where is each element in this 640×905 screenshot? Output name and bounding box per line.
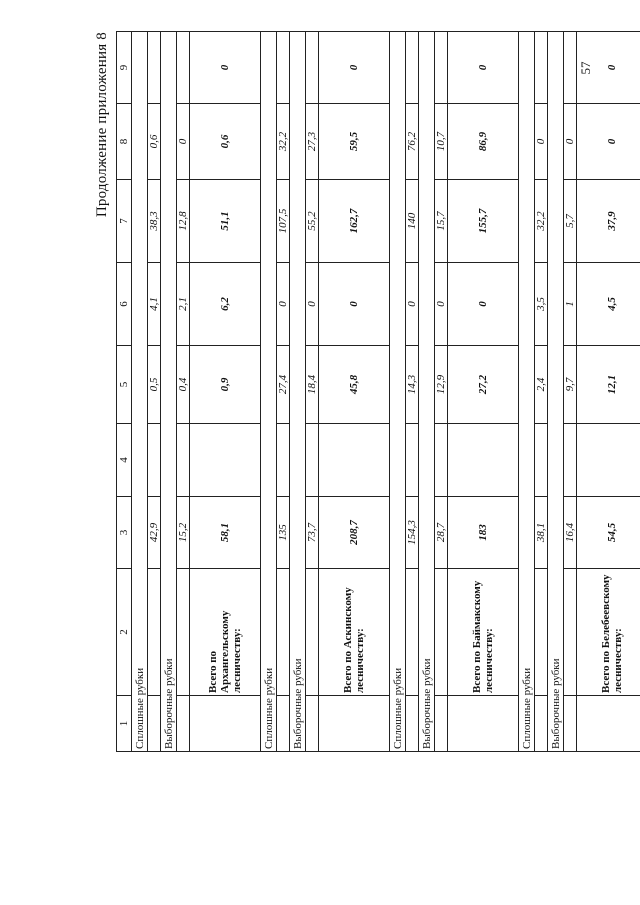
table-cell: 5,7 xyxy=(564,180,577,263)
column-number-row xyxy=(117,32,132,752)
table-cell: 76,2 xyxy=(406,104,419,180)
section-label: Сплошные рубки xyxy=(519,32,535,752)
table-cell xyxy=(277,569,290,696)
section-row xyxy=(290,32,306,752)
table-cell xyxy=(306,424,319,497)
values-row xyxy=(177,32,190,752)
total-value: 58,1 xyxy=(190,497,261,569)
total-label: Всего по Баймакскому лесничеству: xyxy=(448,569,519,696)
section-label: Выборочные рубки xyxy=(419,32,435,752)
total-value: 59,5 xyxy=(319,104,390,180)
total-value: 162,7 xyxy=(319,180,390,263)
section-row xyxy=(519,32,535,752)
total-value: 45,8 xyxy=(319,346,390,424)
table-cell xyxy=(535,696,548,752)
table-cell xyxy=(177,569,190,696)
table-cell: 0,4 xyxy=(177,346,190,424)
column-number: 6 xyxy=(117,263,132,346)
total-row xyxy=(190,32,261,752)
table-cell: 0 xyxy=(277,263,290,346)
table-cell: 4,1 xyxy=(148,263,161,346)
values-row xyxy=(535,32,548,752)
table-cell: 9,7 xyxy=(564,346,577,424)
section-row xyxy=(548,32,564,752)
total-value: 0 xyxy=(448,263,519,346)
rotated-page-content xyxy=(94,32,624,752)
total-value xyxy=(319,424,390,497)
table-cell: 0 xyxy=(435,263,448,346)
total-value: 0,9 xyxy=(190,346,261,424)
table-cell: 0 xyxy=(535,104,548,180)
total-value: 12,1 xyxy=(577,346,640,424)
total-value: 86,9 xyxy=(448,104,519,180)
total-value: 6,2 xyxy=(190,263,261,346)
total-value: 0 xyxy=(190,32,261,104)
data-table xyxy=(116,31,640,752)
table-cell: 10,7 xyxy=(435,104,448,180)
table-cell xyxy=(435,696,448,752)
table-cell xyxy=(535,569,548,696)
section-label: Выборочные рубки xyxy=(161,32,177,752)
section-row xyxy=(161,32,177,752)
table-cell xyxy=(435,32,448,104)
table-cell: 32,2 xyxy=(535,180,548,263)
total-row xyxy=(448,32,519,752)
total-value: 54,5 xyxy=(577,497,640,569)
total-value: 0 xyxy=(319,32,390,104)
table-cell: 3,5 xyxy=(535,263,548,346)
values-row xyxy=(277,32,290,752)
total-label: Всего по Архангельскому лесничеству: xyxy=(190,569,261,696)
table-cell xyxy=(148,32,161,104)
table-cell: 32,2 xyxy=(277,104,290,180)
total-value: 4,5 xyxy=(577,263,640,346)
table-cell: 0 xyxy=(564,104,577,180)
column-number: 1 xyxy=(117,696,132,752)
table-cell xyxy=(406,696,419,752)
table-cell xyxy=(535,32,548,104)
column-number: 5 xyxy=(117,346,132,424)
column-number: 8 xyxy=(117,104,132,180)
section-label: Выборочные рубки xyxy=(548,32,564,752)
section-row xyxy=(419,32,435,752)
section-label: Сплошные рубки xyxy=(261,32,277,752)
table-cell: 27,3 xyxy=(306,104,319,180)
table-cell xyxy=(277,696,290,752)
table-cell: 1 xyxy=(564,263,577,346)
table-cell xyxy=(435,424,448,497)
section-label: Сплошные рубки xyxy=(390,32,406,752)
table-cell xyxy=(277,32,290,104)
total-value xyxy=(190,696,261,752)
column-number: 7 xyxy=(117,180,132,263)
table-cell xyxy=(148,696,161,752)
total-value xyxy=(448,424,519,497)
total-value: 0,6 xyxy=(190,104,261,180)
table-cell: 0,6 xyxy=(148,104,161,180)
table-cell: 107,5 xyxy=(277,180,290,263)
table-cell xyxy=(306,32,319,104)
column-number: 2 xyxy=(117,569,132,696)
table-cell: 0 xyxy=(406,263,419,346)
total-label: Всего по Аскинскому лесничеству: xyxy=(319,569,390,696)
table-cell: 15,7 xyxy=(435,180,448,263)
table-cell: 42,9 xyxy=(148,497,161,569)
table-cell: 55,2 xyxy=(306,180,319,263)
table-cell xyxy=(535,424,548,497)
total-value xyxy=(319,696,390,752)
total-value: 0 xyxy=(448,32,519,104)
table-cell: 12,8 xyxy=(177,180,190,263)
values-row xyxy=(148,32,161,752)
total-value: 155,7 xyxy=(448,180,519,263)
table-cell: 0 xyxy=(306,263,319,346)
table-cell: 18,4 xyxy=(306,346,319,424)
total-value xyxy=(577,424,640,497)
table-cell: 154,3 xyxy=(406,497,419,569)
table-cell: 73,7 xyxy=(306,497,319,569)
total-value: 0 xyxy=(577,32,640,104)
total-value: 183 xyxy=(448,497,519,569)
total-value xyxy=(577,696,640,752)
table-cell xyxy=(564,569,577,696)
table-cell xyxy=(406,32,419,104)
column-number: 9 xyxy=(117,32,132,104)
table-cell: 0,5 xyxy=(148,346,161,424)
total-value: 51,1 xyxy=(190,180,261,263)
section-row xyxy=(390,32,406,752)
values-row xyxy=(435,32,448,752)
table-cell: 0 xyxy=(177,104,190,180)
table-cell xyxy=(435,569,448,696)
table-cell xyxy=(177,424,190,497)
section-label: Выборочные рубки xyxy=(290,32,306,752)
total-value: 27,2 xyxy=(448,346,519,424)
table-cell xyxy=(406,569,419,696)
table-cell xyxy=(306,696,319,752)
table-cell xyxy=(564,696,577,752)
table-cell: 38,3 xyxy=(148,180,161,263)
total-value: 208,7 xyxy=(319,497,390,569)
table-cell xyxy=(148,569,161,696)
section-row xyxy=(132,32,148,752)
table-cell xyxy=(564,32,577,104)
table-cell xyxy=(148,424,161,497)
table-cell: 12,9 xyxy=(435,346,448,424)
values-row xyxy=(564,32,577,752)
table-cell xyxy=(277,424,290,497)
table-cell: 38,1 xyxy=(535,497,548,569)
table-cell xyxy=(177,32,190,104)
table-cell: 2,4 xyxy=(535,346,548,424)
total-value xyxy=(190,424,261,497)
table-cell: 16,4 xyxy=(564,497,577,569)
table-cell xyxy=(306,569,319,696)
table-cell xyxy=(564,424,577,497)
total-value: 37,9 xyxy=(577,180,640,263)
table-cell: 14,3 xyxy=(406,346,419,424)
total-label: Всего по Белебеевскому лесничеству: xyxy=(577,569,640,696)
column-number: 3 xyxy=(117,497,132,569)
table-cell xyxy=(177,696,190,752)
total-value xyxy=(448,696,519,752)
page-number: 57 xyxy=(578,61,593,75)
values-row xyxy=(306,32,319,752)
total-row xyxy=(577,32,640,752)
table-body xyxy=(117,32,640,752)
table-cell: 15,2 xyxy=(177,497,190,569)
total-value: 0 xyxy=(577,104,640,180)
total-row xyxy=(319,32,390,752)
table-cell: 2,1 xyxy=(177,263,190,346)
total-value: 0 xyxy=(319,263,390,346)
section-label: Сплошные рубки xyxy=(132,32,148,752)
values-row xyxy=(406,32,419,752)
section-row xyxy=(261,32,277,752)
table-cell xyxy=(406,424,419,497)
table-cell: 135 xyxy=(277,497,290,569)
appendix-caption: Продолжение приложения 8 xyxy=(94,32,110,218)
table-cell: 28,7 xyxy=(435,497,448,569)
table-cell: 140 xyxy=(406,180,419,263)
table-cell: 27,4 xyxy=(277,346,290,424)
column-number: 4 xyxy=(117,424,132,497)
